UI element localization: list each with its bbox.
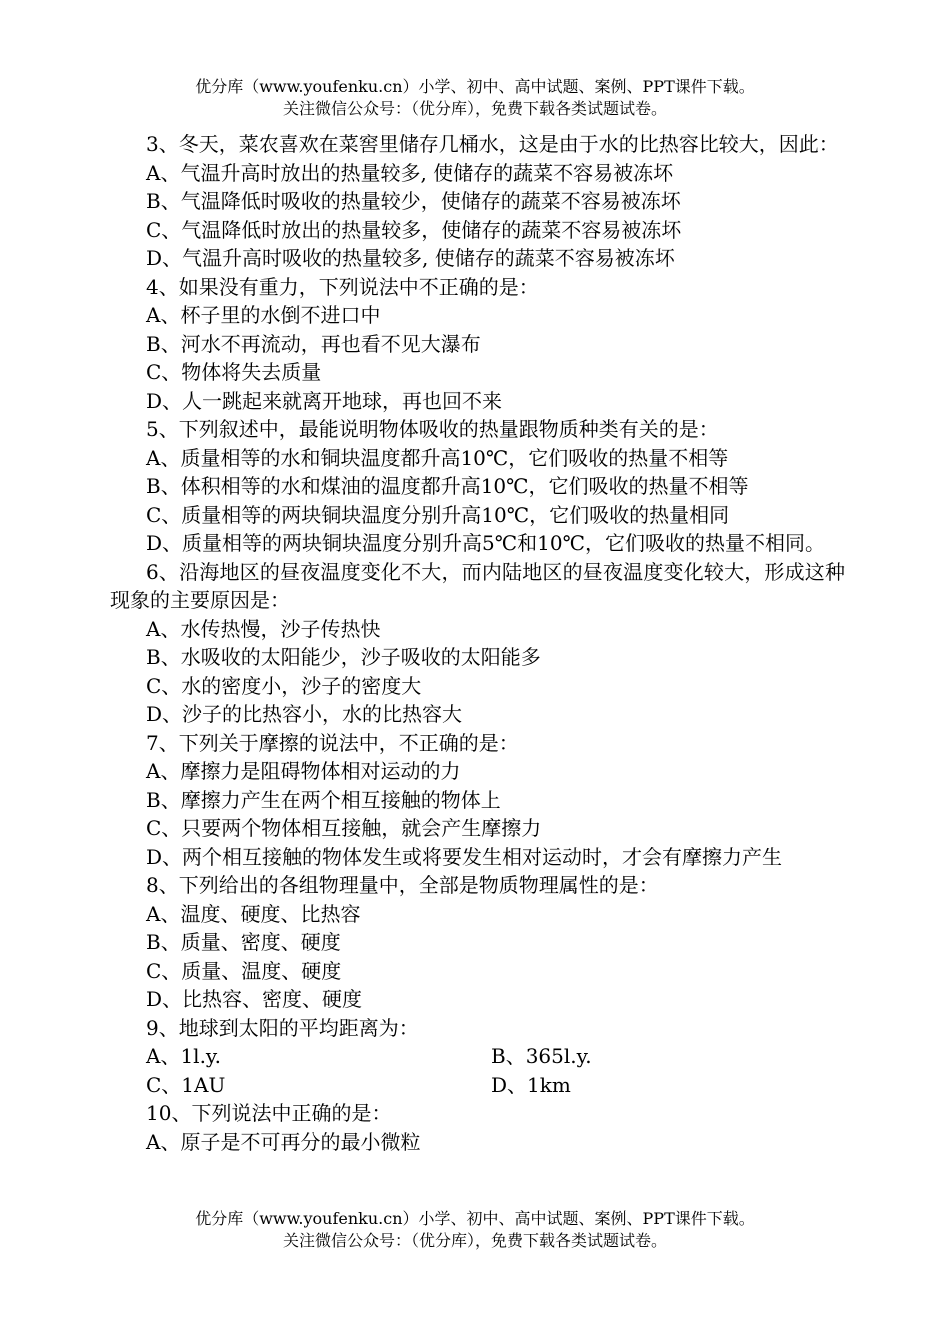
question-8-stem: 8、下列给出的各组物理量中，全部是物质物理属性的是： [146,873,659,897]
question-4-stem: 4、如果没有重力，下列说法中不正确的是： [146,274,539,299]
question-6-option-a: A、水传热慢，沙子传热快 [146,616,381,641]
header-line-1: 优分库（www.youfenku.cn）小学、初中、高中试题、案例、PPT课件下载。 [195,77,755,96]
question-4-option-d: D、人一跳起来就离开地球，再也回不来 [146,388,503,413]
footer-line-1: 优分库（www.youfenku.cn）小学、初中、高中试题、案例、PPT课件下载。 [195,1209,755,1228]
question-3-option-b: B、气温降低时吸收的热量较少，使储存的蔬菜不容易被冻坏 [146,189,681,213]
question-5-option-d: D、质量相等的两块铜块温度分别升高5℃和10℃，它们吸收的热量不相同。 [146,531,825,555]
question-9-option-c: C、1AU [146,1072,226,1097]
question-6-option-d: D、沙子的比热容小，水的比热容大 [146,702,463,726]
question-4-option-c: C、物体将失去质量 [146,360,322,384]
question-6-stem: 6、沿海地区的昼夜温度变化不大，而内陆地区的昼夜温度变化较大，形成这种现象的主要原因是： [110,559,845,612]
question-7-option-c: C、只要两个物体相互接触，就会产生摩擦力 [146,816,542,840]
question-4-option-b: B、河水不再流动，再也看不见大瀑布 [146,331,481,356]
question-9-option-d: D、1km [491,1072,571,1097]
header-line-2: 关注微信公众号：（优分库），免费下载各类试题试卷。 [282,99,667,118]
question-5-option-c: C、质量相等的两块铜块温度分别升高10℃，它们吸收的热量相同 [146,502,730,527]
question-7-option-a: A、摩擦力是阻碍物体相对运动的力 [146,759,461,783]
page-header [0,76,950,120]
question-9-stem: 9、地球到太阳的平均距离为： [146,1015,419,1040]
question-9-options-row-1 [110,1042,845,1071]
page-footer [0,1208,950,1252]
question-7-stem: 7、下列关于摩擦的说法中，不正确的是： [146,730,519,755]
question-6-option-c: C、水的密度小，沙子的密度大 [146,673,422,698]
question-8-option-a: A、温度、硬度、比热容 [146,901,361,926]
question-5-option-a: A、质量相等的水和铜块温度都升高10℃，它们吸收的热量不相等 [146,445,729,470]
question-list [110,130,845,1156]
question-9-option-b: B、365l.y. [491,1044,592,1068]
question-7-option-d: D、两个相互接触的物体发生或将要发生相对运动时，才会有摩擦力产生 [146,844,783,869]
footer-line-2: 关注微信公众号：（优分库），免费下载各类试题试卷。 [282,1231,667,1250]
question-7-option-b: B、摩擦力产生在两个相互接触的物体上 [146,787,501,812]
question-10-stem: 10、下列说法中正确的是： [146,1101,392,1125]
question-10-option-a: A、原子是不可再分的最小微粒 [146,1129,421,1154]
question-6-option-b: B、水吸收的太阳能少，沙子吸收的太阳能多 [146,645,541,669]
question-4-option-a: A、杯子里的水倒不进口中 [146,303,381,327]
question-3-stem: 3、冬天，菜农喜欢在菜窖里储存几桶水，这是由于水的比热容比较大，因此： [146,132,839,156]
question-9-options-row-2 [110,1071,845,1100]
question-3-option-a: A、气温升高时放出的热量较多, 使储存的蔬菜不容易被冻坏 [146,160,674,185]
question-5-stem: 5、下列叙述中，最能说明物体吸收的热量跟物质种类有关的是： [146,417,719,441]
question-5-option-b: B、体积相等的水和煤油的温度都升高10℃，它们吸收的热量不相等 [146,474,749,498]
question-8-option-c: C、质量、温度、硬度 [146,958,342,983]
question-3-option-d: D、气温升高时吸收的热量较多, 使储存的蔬菜不容易被冻坏 [146,246,675,270]
question-9-option-a: A、1l.y. [146,1044,221,1068]
question-8-option-d: D、比热容、密度、硬度 [146,987,363,1011]
question-8-option-b: B、质量、密度、硬度 [146,930,341,954]
question-3-option-c: C、气温降低时放出的热量较多，使储存的蔬菜不容易被冻坏 [146,217,682,242]
